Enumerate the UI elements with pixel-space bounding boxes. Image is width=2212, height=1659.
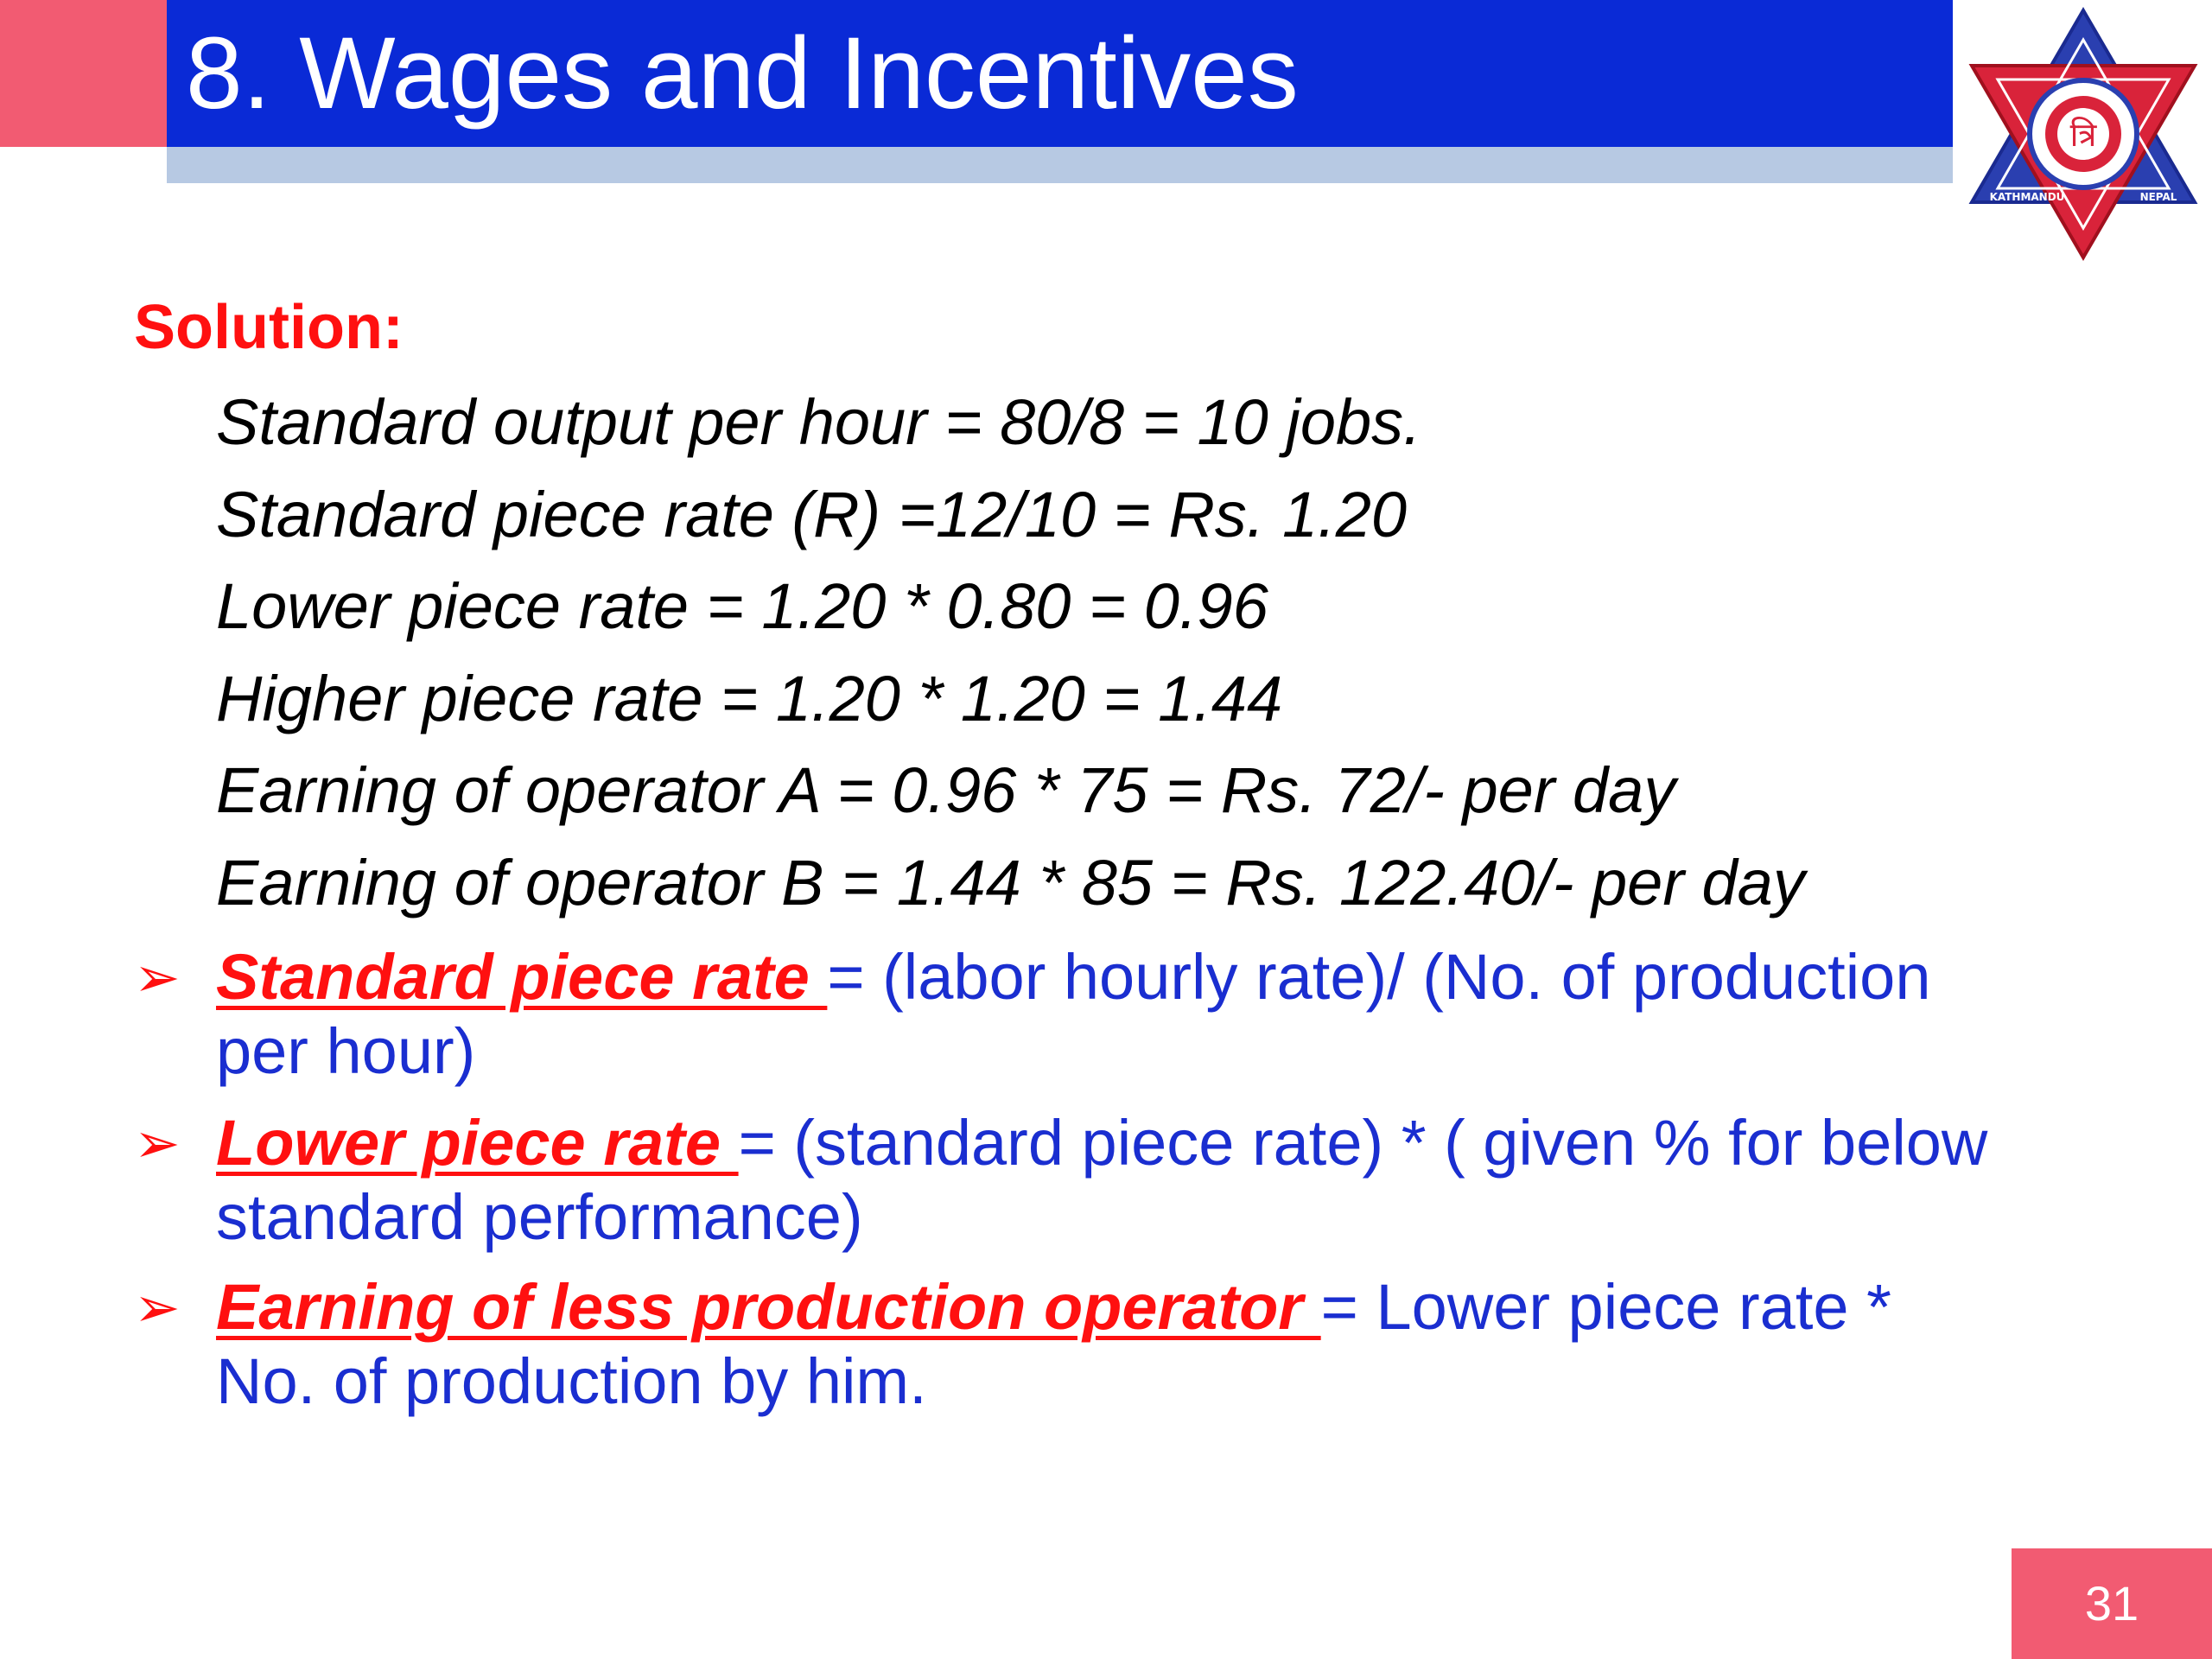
bullet-text [216, 940, 1992, 1089]
calc-line-lower-piece-rate: Lower piece rate = 1.20 * 0.80 = 0.96 [216, 570, 1268, 642]
calc-line-higher-piece-rate: Higher piece rate = 1.20 * 1.20 = 1.44 [216, 663, 1283, 734]
calc-line-earning-operator-a: Earning of operator A = 0.96 * 75 = Rs. 72/- per day [216, 754, 1676, 826]
calc-line-standard-output: Standard output per hour = 80/8 = 10 jobs. [216, 386, 1421, 458]
calc-line-earning-operator-b: Earning of operator B = 1.44 * 85 = Rs. 122.40/- per day [216, 847, 1805, 918]
arrow-bullet-icon: ➢ [134, 1276, 181, 1338]
bullet-text [216, 1106, 1992, 1255]
bullet-text [216, 1270, 1992, 1419]
arrow-bullet-icon: ➢ [134, 1112, 181, 1174]
arrow-bullet-icon: ➢ [134, 946, 181, 1008]
bullet-definition: = Lower piece rate * No. of production by him. [216, 1271, 1891, 1417]
slide-title: 8. Wages and Incentives [167, 0, 1953, 147]
bullet-lower-piece-rate [134, 1106, 1992, 1255]
bullet-term: Lower piece rate [216, 1107, 739, 1179]
emblem-text-right: NEPAL [2139, 191, 2177, 203]
bullet-definition: = (labor hourly rate)/ (No. of production per hour) [216, 941, 1931, 1087]
solution-label: Solution: [134, 293, 404, 362]
emblem-text-left: KATHMANDU [1989, 191, 2065, 203]
bullet-standard-piece-rate [134, 940, 1992, 1089]
emblem-center-glyph: त्रि [2069, 116, 2097, 154]
bullet-definition: = (standard piece rate) * ( given % for below standard performance) [216, 1107, 1988, 1253]
page-number: 31 [2012, 1548, 2212, 1659]
bullet-term: Standard piece rate [216, 941, 828, 1013]
bullet-earning-less-production-operator [134, 1270, 1992, 1419]
calc-line-standard-piece-rate: Standard piece rate (R) =12/10 = Rs. 1.20 [216, 479, 1408, 550]
bullet-term: Earning of less production operator [216, 1271, 1321, 1343]
